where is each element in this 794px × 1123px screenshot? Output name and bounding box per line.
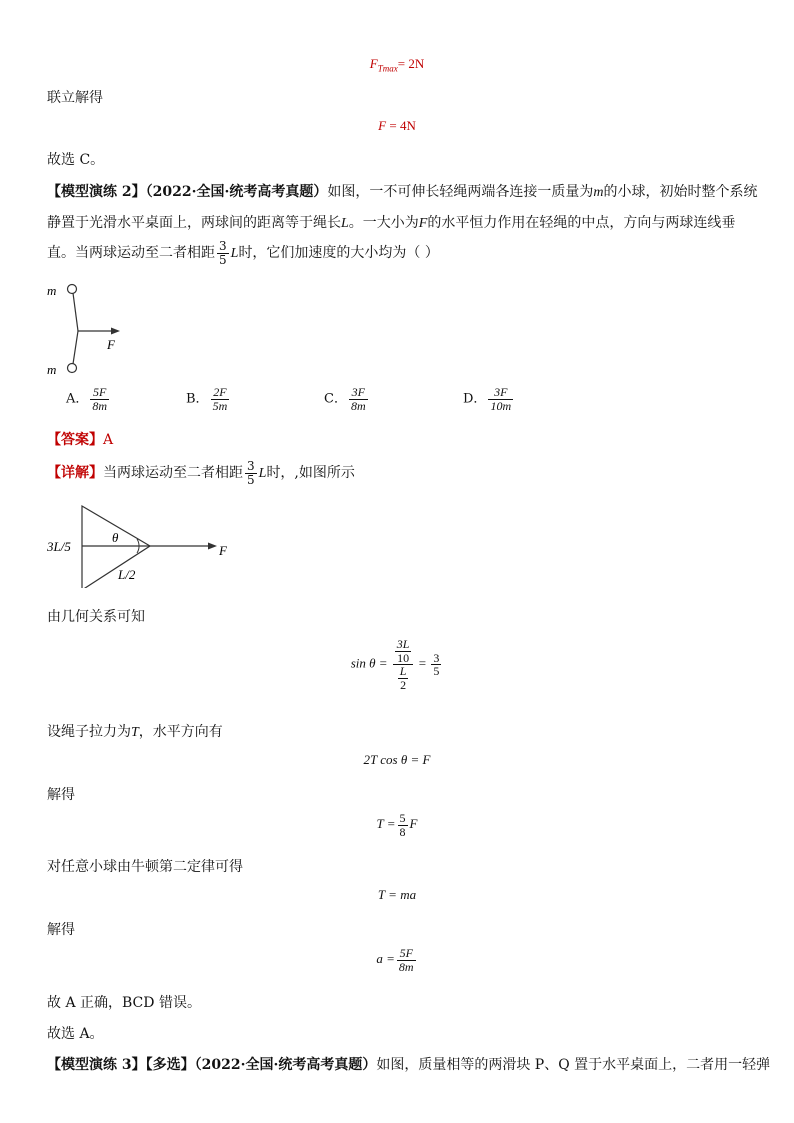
- ball-top: [68, 285, 77, 294]
- frac-num: 3: [433, 650, 440, 665]
- eq-rhs: = 2N: [397, 56, 425, 71]
- label-m-bottom: m: [47, 362, 57, 377]
- frac-num: 2F: [211, 386, 230, 400]
- text-b: ，水平方向有: [138, 724, 223, 740]
- q2-m: m: [593, 185, 604, 200]
- a-fraction: [397, 947, 416, 973]
- inner-frac-bottom: [398, 665, 409, 691]
- frac-num: 5F: [397, 947, 416, 961]
- equation-cos: 2T cos θ = F: [363, 752, 431, 767]
- answer-line: [47, 429, 113, 449]
- text-guxuan-a: 故选 A。: [47, 1026, 104, 1042]
- equation-sin: [0, 638, 794, 691]
- frac-den: 8: [399, 824, 406, 839]
- q3-text: 如图，质量相等的两滑块 P、Q 置于水平桌面上，二者用一轻弹: [376, 1057, 771, 1073]
- answer-tag: 【答案】: [47, 432, 103, 448]
- text-geom: 由几何关系可知: [47, 609, 145, 625]
- eq-subscript: Tmax: [377, 63, 398, 74]
- q2-text-2a: 静置于光滑水平桌面上，两球间的距离等于绳长: [47, 215, 341, 231]
- option-fraction: [90, 386, 109, 412]
- figure-two-balls: [44, 278, 144, 378]
- eq-symbol: F: [369, 56, 378, 71]
- text-set-t: [47, 721, 223, 741]
- compound-fraction: [393, 638, 414, 691]
- label-m-top: m: [47, 283, 57, 298]
- eq-rhs: = 4N: [386, 118, 416, 133]
- label-f: F: [107, 337, 115, 352]
- option-fraction: [211, 386, 230, 412]
- t-fraction: [398, 812, 408, 838]
- frac-den: 10: [397, 650, 410, 665]
- frac-den: 8m: [92, 398, 108, 413]
- frac-den: 5: [433, 664, 440, 679]
- result-fraction: [431, 652, 441, 678]
- eq-symbol: F: [378, 118, 387, 133]
- label-3l5: 3L/5: [47, 539, 71, 554]
- detail-text-a: 当两球运动至二者相距: [103, 465, 243, 482]
- frac-den: 8m: [350, 398, 366, 413]
- eq-equals: =: [418, 655, 427, 671]
- q2-line-3: [47, 240, 439, 266]
- detail-text-b: 时，,如图所示: [266, 465, 355, 482]
- rope-top: [73, 293, 78, 331]
- frac-den: 8m: [398, 959, 414, 974]
- force-arrowhead: [208, 543, 217, 550]
- q3-tag: 【模型演练 3】【多选】: [47, 1057, 195, 1073]
- rope-bottom: [73, 331, 78, 364]
- frac-top: [393, 638, 414, 665]
- text-guxuan-c: 故选 C。: [47, 152, 105, 168]
- option-label: A．: [66, 391, 89, 407]
- frac-num: 3F: [488, 386, 513, 400]
- frac-den: 10m: [490, 398, 512, 413]
- label-theta: θ: [112, 530, 119, 545]
- q2-text-2b: 。一大小为: [348, 215, 419, 231]
- equation-f4n: [0, 118, 794, 134]
- answer-value: A: [103, 432, 114, 448]
- text-newton: 对任意小球由牛顿第二定律可得: [47, 859, 243, 875]
- option-d[interactable]: [463, 386, 515, 412]
- option-label: B．: [186, 391, 209, 407]
- frac-den: 5m: [212, 398, 228, 413]
- frac-num: 5F: [90, 386, 109, 400]
- text-jiede-2: 解得: [47, 922, 75, 938]
- frac-den: 5: [247, 472, 255, 487]
- q2-text-2c: 的水平恒力作用在轻绳的中点，方向与两球连线垂: [427, 215, 736, 231]
- force-arrowhead: [111, 328, 120, 335]
- q2-line-2: [47, 212, 735, 232]
- q2-source: （2022·全国·统考高考真题）: [145, 184, 328, 200]
- frac-num: 3: [219, 239, 227, 253]
- label-f: F: [219, 543, 227, 558]
- detail-tag: 【详解】: [47, 465, 103, 482]
- equation-a: [0, 947, 794, 973]
- q2-line-1: [47, 181, 757, 201]
- q2-text-1: 如图，一不可伸长轻绳两端各连接一质量为: [327, 184, 594, 200]
- detail-line: [47, 460, 355, 486]
- q2-tag: 【模型演练 2】: [47, 184, 146, 200]
- option-fraction: [349, 386, 368, 412]
- frac-num: 5: [399, 811, 406, 825]
- t-symbol: T: [131, 725, 139, 740]
- text-gu-a: 故 A 正确，BCD 错误。: [47, 995, 201, 1011]
- q2-text-3b: 时，它们加速度的大小均为（ ）: [238, 245, 439, 262]
- q2-text-3a: 直。当两球运动至二者相距: [47, 245, 215, 262]
- detail-fraction: [245, 460, 257, 486]
- option-fraction: [488, 386, 513, 412]
- figure-triangle: [44, 500, 244, 588]
- option-a[interactable]: [66, 386, 111, 412]
- q3-line-1: [47, 1054, 770, 1074]
- equation-ftmax: [0, 56, 794, 74]
- equation-t: [0, 812, 794, 838]
- q2-F: F: [418, 216, 428, 231]
- frac-den: 5: [219, 252, 227, 267]
- ball-bottom: [68, 364, 77, 373]
- text-jiede-1: 解得: [47, 787, 75, 803]
- frac-num: 3F: [349, 386, 368, 400]
- triangle: [82, 506, 150, 588]
- q3-source: （2022·全国·统考高考真题）: [194, 1057, 377, 1073]
- eq-lhs: sin θ =: [350, 655, 388, 671]
- text-lianli: 联立解得: [47, 90, 103, 106]
- frac-bottom: [393, 665, 414, 691]
- text-a: 设绳子拉力为: [47, 724, 131, 740]
- eq-lhs: T =: [376, 816, 396, 832]
- option-c[interactable]: [324, 386, 370, 412]
- option-label: C．: [324, 391, 347, 407]
- q2-L-2: L: [230, 246, 239, 262]
- eq-rhs: F: [409, 816, 418, 832]
- frac-num: 3L: [396, 637, 410, 651]
- frac-num: 3: [247, 459, 255, 473]
- eq-lhs: a =: [376, 951, 395, 967]
- q2-fraction: [217, 240, 229, 266]
- q2-text-1b: 的小球，初始时整个系统: [603, 184, 758, 200]
- frac-num: L: [399, 664, 407, 679]
- q2-L: L: [341, 216, 349, 231]
- option-b[interactable]: [186, 386, 231, 412]
- detail-L: L: [258, 466, 267, 482]
- option-label: D．: [463, 391, 487, 407]
- inner-frac-top: [395, 638, 412, 664]
- frac-den: 2: [400, 677, 407, 692]
- label-l2: L/2: [118, 567, 136, 582]
- equation-ma: T = ma: [377, 887, 417, 902]
